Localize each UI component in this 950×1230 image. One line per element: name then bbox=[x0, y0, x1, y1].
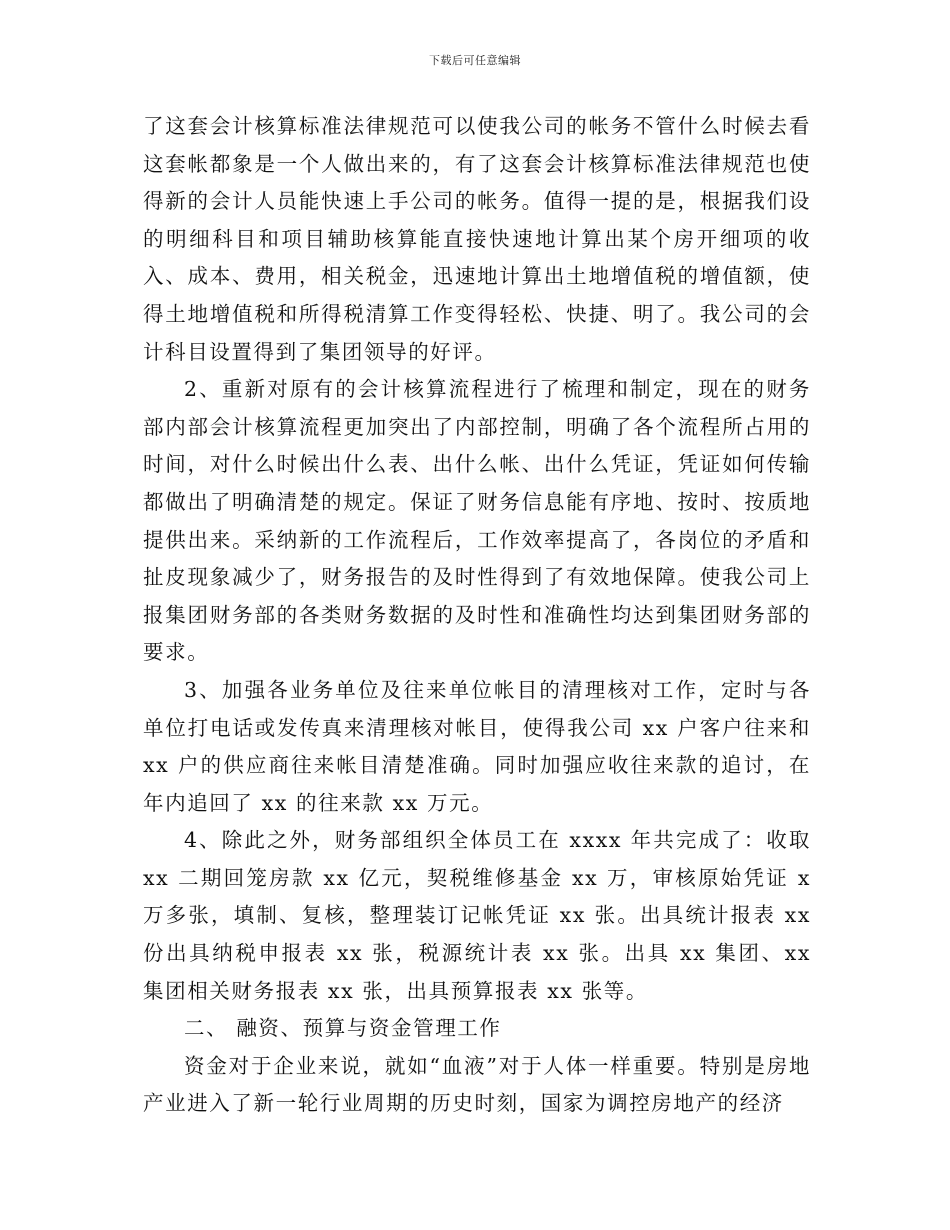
paragraph-annual-work: 4、除此之外，财务部组织全体员工在 xxxx 年共完成了：收取 xx 二期回笼房款 xx 亿元，契税维修基金 xx 万，审核原始凭证 x 万多张，填制、复核，整理装订记帐凭证 xx 张。出具统计报表 xx 份出具纳税申报表 xx 张，税源统计表 xx 张。出具 xx 集团、xx 集团相关财务报表 xx 张，出具预算报表 xx 张等。 bbox=[143, 828, 811, 1003]
document-body bbox=[143, 108, 811, 1123]
section-heading-financing: 二、 融资、预算与资金管理工作 bbox=[184, 1016, 502, 1041]
paragraph-accounting-standards: 了这套会计核算标准法律规范可以使我公司的帐务不管什么时候去看这套帐都象是一个人做出来的，有了这套会计核算标准法律规范也使得新的会计人员能快速上手公司的帐务。值得一提的是，根据我们设的明细科目和项目辅助核算能直接快速地计算出某个房开细项的收入、成本、费用，相关税金，迅速地计算出土地增值税的增值额，使得土地增值税和所得税清算工作变得轻松、快捷、明了。我公司的会计科目设置得到了集团领导的好评。 bbox=[143, 114, 811, 364]
page-header: 下载后可任意编辑 bbox=[429, 54, 521, 67]
paragraph-account-reconciliation: 3、加强各业务单位及往来单位帐目的清理核对工作，定时与各单位打电话或发传真来清理核对帐目，使得我公司 xx 户客户往来和 xx 户的供应商往来帐目清楚准确。同时加强应收往来款的追讨，在年内追回了 xx 的往来款 xx 万元。 bbox=[143, 677, 811, 815]
paragraph-process-review: 2、重新对原有的会计核算流程进行了梳理和制定，现在的财务部内部会计核算流程更加突出了内部控制，明确了各个流程所占用的时间，对什么时候出什么表、出什么帐、出什么凭证，凭证如何传输都做出了明确清楚的规定。保证了财务信息能有序地、按时、按质地提供出来。采纳新的工作流程后，工作效率提高了，各岗位的矛盾和扯皮现象减少了，财务报告的及时性得到了有效地保障。使我公司上报集团财务部的各类财务数据的及时性和准确性均达到集团财务部的要求。 bbox=[143, 377, 811, 665]
paragraph-capital-importance: 资金对于企业来说，就如“血液”对于人体一样重要。特别是房地产业进入了新一轮行业周期的历史时刻，国家为调控房地产的经济 bbox=[143, 1053, 811, 1116]
